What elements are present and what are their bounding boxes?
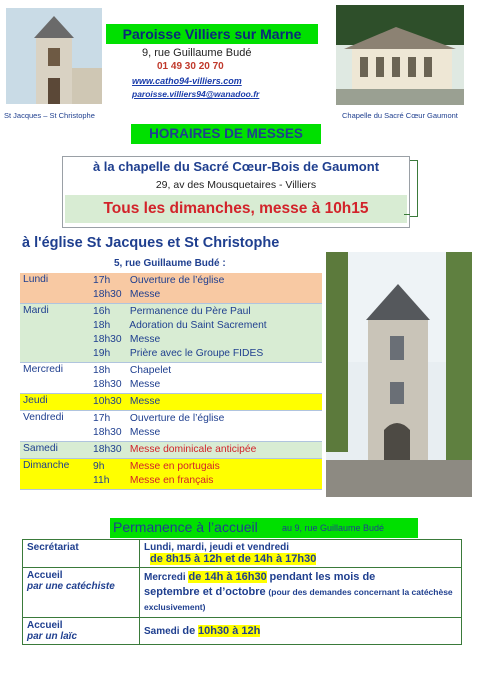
schedule-entry [93, 395, 319, 409]
schedule-time: 18h [93, 320, 111, 331]
schedule-events [90, 304, 322, 363]
chapel-sunday: Tous les dimanches, messe à 10h15 [103, 200, 369, 217]
accueil-row-secretariat [23, 540, 462, 568]
chapel-address: 29, av des Mousquetaires - Villiers [155, 179, 317, 191]
schedule-activity: Messe [129, 379, 161, 390]
schedule-entry [93, 319, 319, 333]
schedule-activity: Ouverture de l’église [129, 275, 225, 286]
schedule-row [20, 394, 322, 411]
schedule-time: 18h30 [93, 334, 122, 345]
chapel-line1: à la chapelle du Sacré Cœur-Bois de Gaumont [92, 159, 380, 174]
schedule-entry [93, 364, 319, 378]
schedule-activity: Messe [129, 396, 161, 407]
caption-right: Chapelle du Sacré Cœur Gaumont [342, 111, 458, 120]
schedule-events [90, 363, 322, 394]
accueil-row-catechiste [23, 568, 462, 618]
schedule-row [20, 273, 322, 304]
church-title: à l'église St Jacques et St Christophe [22, 235, 280, 251]
schedule-day: Jeudi [20, 394, 90, 411]
schedule-row [20, 411, 322, 442]
accueil-sub: par une catéchiste [27, 581, 115, 592]
accueil-mid: pendant les mois de [269, 571, 376, 583]
caption-left: St Jacques – St Christophe [4, 111, 95, 120]
accueil-months: septembre et d’octobre [144, 586, 266, 598]
schedule-time: 17h [93, 413, 111, 424]
schedule-events [90, 273, 322, 304]
accueil-days: Lundi, mardi, jeudi et vendredi [144, 542, 290, 553]
schedule-activity: Messe en portugais [129, 461, 220, 472]
schedule-row [20, 304, 322, 363]
schedule-events [90, 411, 322, 442]
schedule-activity: Ouverture de l’église [129, 413, 225, 424]
schedule-row [20, 459, 322, 490]
schedule-row [20, 442, 322, 459]
schedule-time: 11h [93, 475, 110, 486]
accueil-label: Accueil [27, 620, 63, 631]
schedule-day: Lundi [20, 273, 90, 304]
schedule-activity: Adoration du Saint Sacrement [129, 320, 267, 331]
schedule-time: 18h30 [93, 289, 122, 300]
title-box [131, 124, 321, 144]
accueil-label: Secrétariat [27, 542, 79, 553]
connector-tick [404, 214, 410, 215]
accueil-title-box [110, 518, 418, 538]
header-address: 9, rue Guillaume Budé [142, 47, 252, 59]
schedule-events [90, 459, 322, 490]
schedule-day: Vendredi [20, 411, 90, 442]
schedule-activity: Messe [129, 334, 161, 345]
accueil-title: Permanence à l’accueil [113, 519, 258, 535]
accueil-time: 10h30 à 12h [197, 625, 261, 637]
schedule-entry [93, 347, 319, 361]
schedule-time: 17h [93, 275, 111, 286]
schedule-activity: Messe [129, 427, 161, 438]
schedule-time: 18h [93, 365, 111, 376]
chapel-photo-right [336, 5, 464, 105]
schedule-time: 10h30 [93, 396, 122, 407]
connector-line [410, 160, 418, 217]
schedule-entry [93, 288, 319, 302]
accueil-title-note: au 9, rue Guillaume Budé [282, 523, 385, 533]
accueil-de: de [182, 625, 196, 637]
accueil-day: Mercredi [144, 572, 186, 583]
schedule-time: 18h30 [93, 427, 122, 438]
page-title: HORAIRES DE MESSES [149, 126, 303, 141]
parish-name: Paroisse Villiers sur Marne [122, 26, 302, 42]
schedule-time: 18h30 [93, 379, 122, 390]
schedule-entry [93, 378, 319, 392]
schedule-day: Samedi [20, 442, 90, 459]
header-phone: 01 49 30 20 70 [157, 61, 224, 72]
accueil-row-laic [23, 618, 462, 645]
schedule-entry [93, 333, 319, 347]
church-photo-main [326, 252, 472, 497]
accueil-note: (pour des demandes concernant la catéchèse exclusivement) [144, 587, 453, 612]
schedule-entry [93, 460, 319, 474]
schedule-activity: Permanence du Père Paul [129, 306, 251, 317]
parish-name-box [106, 24, 318, 44]
schedule-time: 19h [93, 348, 111, 359]
schedule-activity: Messe en français [129, 475, 214, 486]
schedule-entry [93, 305, 319, 319]
accueil-sub: par un laïc [27, 631, 78, 642]
schedule-activity: Messe [129, 289, 161, 300]
schedule-events [90, 442, 322, 459]
schedule-time: 9h [93, 461, 105, 472]
schedule-activity: Chapelet [129, 365, 172, 376]
accueil-label: Accueil [27, 570, 63, 581]
email-link[interactable]: paroisse.villiers94@wanadoo.fr [132, 89, 260, 99]
schedule-entry [93, 426, 319, 440]
schedule-entry [93, 274, 319, 288]
schedule-day: Mercredi [20, 363, 90, 394]
schedule-day: Mardi [20, 304, 90, 363]
schedule-row [20, 363, 322, 394]
schedule-activity: Prière avec le Groupe FIDES [129, 348, 264, 359]
schedule-entry [93, 443, 319, 457]
accueil-table [22, 539, 462, 645]
church-photo-left [6, 8, 102, 104]
schedule-entry [93, 412, 319, 426]
schedule-entry [93, 474, 319, 488]
schedule-day: Dimanche [20, 459, 90, 490]
schedule-time: 18h30 [93, 444, 122, 455]
chapel-sunday-box [65, 195, 407, 223]
schedule-time: 16h [93, 306, 111, 317]
schedule-events [90, 394, 322, 411]
accueil-time: de 14h à 16h30 [188, 571, 267, 583]
chapel-box [62, 156, 410, 228]
accueil-hours: de 8h15 à 12h et de 14h à 17h30 [150, 553, 317, 565]
website-link[interactable]: www.catho94-villiers.com [132, 76, 242, 86]
schedule-table [20, 273, 322, 490]
accueil-day: Samedi [144, 626, 180, 637]
church-address: 5, rue Guillaume Budé : [114, 258, 226, 269]
schedule-activity: Messe dominicale anticipée [129, 444, 257, 455]
